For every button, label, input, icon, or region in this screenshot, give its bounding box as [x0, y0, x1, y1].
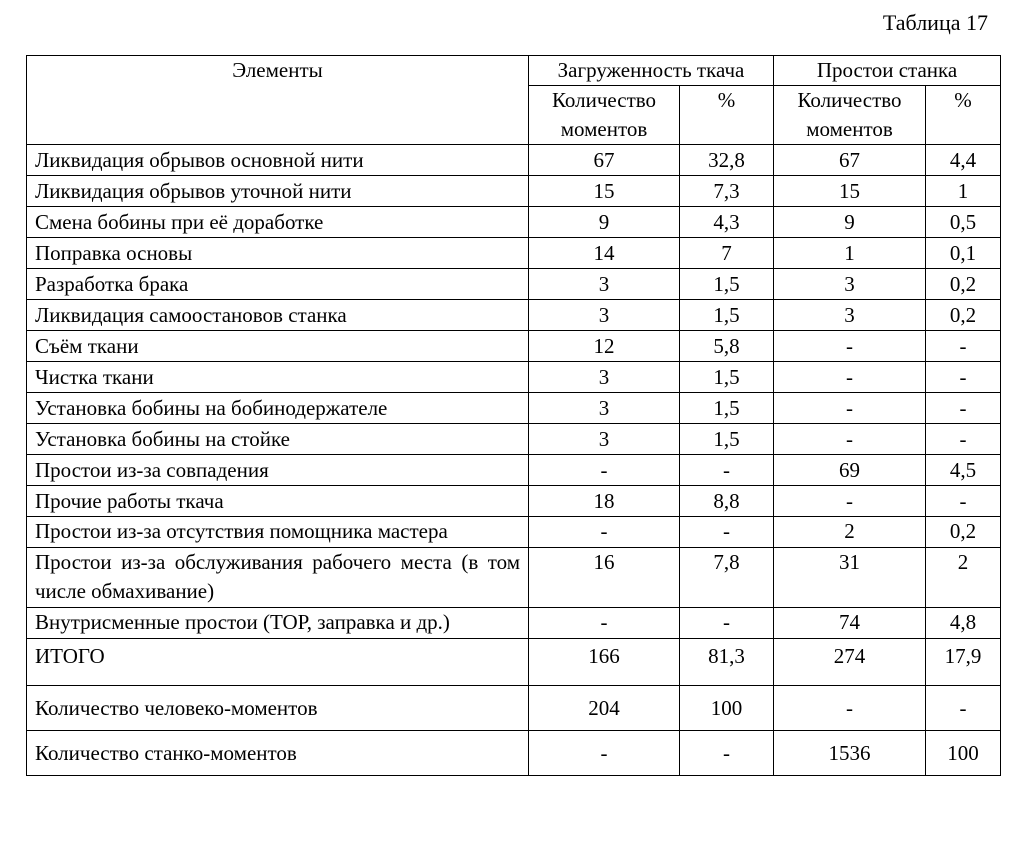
machine-percent-cell: 0,5: [926, 207, 1001, 238]
weaver-count-cell: 3: [529, 362, 680, 393]
machine-count-cell: 2: [774, 517, 926, 548]
weaver-percent-cell: 100: [680, 686, 774, 731]
row-name-cell: Простои из-за обслуживания рабочего места (в том числе обмахивание): [27, 548, 529, 608]
weaver-percent-cell: -: [680, 455, 774, 486]
machine-percent-cell: 17,9: [926, 639, 1001, 686]
table-row: [27, 548, 1001, 608]
weaver-percent-cell: -: [680, 731, 774, 776]
machine-percent-cell: 0,2: [926, 269, 1001, 300]
weaver-count-cell: -: [529, 455, 680, 486]
machine-percent-cell: -: [926, 362, 1001, 393]
table-row: [27, 686, 1001, 731]
table-row: [27, 269, 1001, 300]
weaver-percent-cell: 1,5: [680, 393, 774, 424]
table-row: [27, 393, 1001, 424]
weaver-percent-cell: 4,3: [680, 207, 774, 238]
row-name-cell: Внутрисменные простои (ТОР, заправка и др.): [27, 608, 529, 639]
weaver-percent-cell: 7,8: [680, 548, 774, 608]
header-machine-downtime: Простои станка: [774, 56, 1001, 86]
weaver-count-cell: 3: [529, 300, 680, 331]
machine-percent-cell: 0,1: [926, 238, 1001, 269]
weaver-percent-cell: 8,8: [680, 486, 774, 517]
machine-count-cell: -: [774, 393, 926, 424]
weaver-percent-cell: 7: [680, 238, 774, 269]
machine-percent-cell: -: [926, 393, 1001, 424]
machine-percent-cell: 1: [926, 176, 1001, 207]
weaver-count-cell: 9: [529, 207, 680, 238]
weaver-count-cell: 15: [529, 176, 680, 207]
row-name-cell: Ликвидация обрывов основной нити: [27, 145, 529, 176]
table-row: [27, 300, 1001, 331]
machine-count-cell: 67: [774, 145, 926, 176]
table-row: [27, 731, 1001, 776]
row-name-cell: Простои из-за совпадения: [27, 455, 529, 486]
weaver-count-cell: -: [529, 608, 680, 639]
table-row: [27, 424, 1001, 455]
weaver-count-cell: 67: [529, 145, 680, 176]
table-row: [27, 608, 1001, 639]
table-row: [27, 455, 1001, 486]
machine-percent-cell: 4,8: [926, 608, 1001, 639]
row-name-cell: Съём ткани: [27, 331, 529, 362]
table-row: [27, 238, 1001, 269]
header-machine-percent: %: [926, 86, 1001, 145]
machine-percent-cell: -: [926, 424, 1001, 455]
row-name-cell: Смена бобины при её доработке: [27, 207, 529, 238]
table-row: [27, 639, 1001, 686]
weaver-count-cell: -: [529, 517, 680, 548]
weaver-percent-cell: 1,5: [680, 300, 774, 331]
table-row: [27, 207, 1001, 238]
machine-percent-cell: 4,4: [926, 145, 1001, 176]
weaver-count-cell: 14: [529, 238, 680, 269]
weaver-percent-cell: 81,3: [680, 639, 774, 686]
machine-count-cell: -: [774, 486, 926, 517]
weaver-count-cell: 12: [529, 331, 680, 362]
machine-percent-cell: 0,2: [926, 300, 1001, 331]
machine-count-cell: -: [774, 331, 926, 362]
weaver-percent-cell: 1,5: [680, 424, 774, 455]
row-name-cell: Прочие работы ткача: [27, 486, 529, 517]
table-row: [27, 517, 1001, 548]
row-name-cell: Чистка ткани: [27, 362, 529, 393]
machine-percent-cell: 0,2: [926, 517, 1001, 548]
row-name-cell: Ликвидация самоостановов станка: [27, 300, 529, 331]
machine-percent-cell: -: [926, 486, 1001, 517]
weaver-count-cell: 204: [529, 686, 680, 731]
table-body: [27, 145, 1001, 776]
weaver-count-cell: 3: [529, 269, 680, 300]
row-name-cell: Количество станко-моментов: [27, 731, 529, 776]
header-elements: Элементы: [27, 56, 529, 145]
row-name-cell: Простои из-за отсутствия помощника мастера: [27, 517, 529, 548]
table-row: [27, 486, 1001, 517]
machine-count-cell: 274: [774, 639, 926, 686]
machine-count-cell: -: [774, 686, 926, 731]
weaver-count-cell: 16: [529, 548, 680, 608]
row-name-cell: Ликвидация обрывов уточной нити: [27, 176, 529, 207]
table-row: [27, 331, 1001, 362]
weaver-percent-cell: 7,3: [680, 176, 774, 207]
weaver-percent-cell: 5,8: [680, 331, 774, 362]
weaver-count-cell: 3: [529, 424, 680, 455]
machine-count-cell: 15: [774, 176, 926, 207]
weaver-percent-cell: 1,5: [680, 269, 774, 300]
machine-count-cell: 69: [774, 455, 926, 486]
machine-count-cell: 1536: [774, 731, 926, 776]
machine-count-cell: 31: [774, 548, 926, 608]
machine-count-cell: 9: [774, 207, 926, 238]
header-machine-count: Количество моментов: [774, 86, 926, 145]
machine-percent-cell: 2: [926, 548, 1001, 608]
weaver-percent-cell: -: [680, 608, 774, 639]
header-weaver-load: Загруженность ткача: [529, 56, 774, 86]
table-row: [27, 176, 1001, 207]
table-caption: Таблица 17: [882, 10, 988, 35]
weaver-count-cell: -: [529, 731, 680, 776]
row-name-cell: Количество человеко-моментов: [27, 686, 529, 731]
row-name-cell: Поправка основы: [27, 238, 529, 269]
row-name-cell: Установка бобины на стойке: [27, 424, 529, 455]
header-weaver-percent: %: [680, 86, 774, 145]
machine-percent-cell: -: [926, 686, 1001, 731]
data-table: [26, 55, 1001, 776]
weaver-percent-cell: 1,5: [680, 362, 774, 393]
row-name-cell: Установка бобины на бобинодержателе: [27, 393, 529, 424]
machine-count-cell: 74: [774, 608, 926, 639]
machine-count-cell: 1: [774, 238, 926, 269]
table-row: [27, 145, 1001, 176]
weaver-percent-cell: -: [680, 517, 774, 548]
machine-count-cell: 3: [774, 300, 926, 331]
header-weaver-count: Количество моментов: [529, 86, 680, 145]
machine-percent-cell: 4,5: [926, 455, 1001, 486]
weaver-percent-cell: 32,8: [680, 145, 774, 176]
machine-count-cell: 3: [774, 269, 926, 300]
machine-percent-cell: -: [926, 331, 1001, 362]
machine-count-cell: -: [774, 362, 926, 393]
row-name-cell: Разработка брака: [27, 269, 529, 300]
weaver-count-cell: 3: [529, 393, 680, 424]
weaver-count-cell: 166: [529, 639, 680, 686]
row-name-cell: ИТОГО: [27, 639, 529, 686]
table-row: [27, 362, 1001, 393]
machine-count-cell: -: [774, 424, 926, 455]
machine-percent-cell: 100: [926, 731, 1001, 776]
weaver-count-cell: 18: [529, 486, 680, 517]
